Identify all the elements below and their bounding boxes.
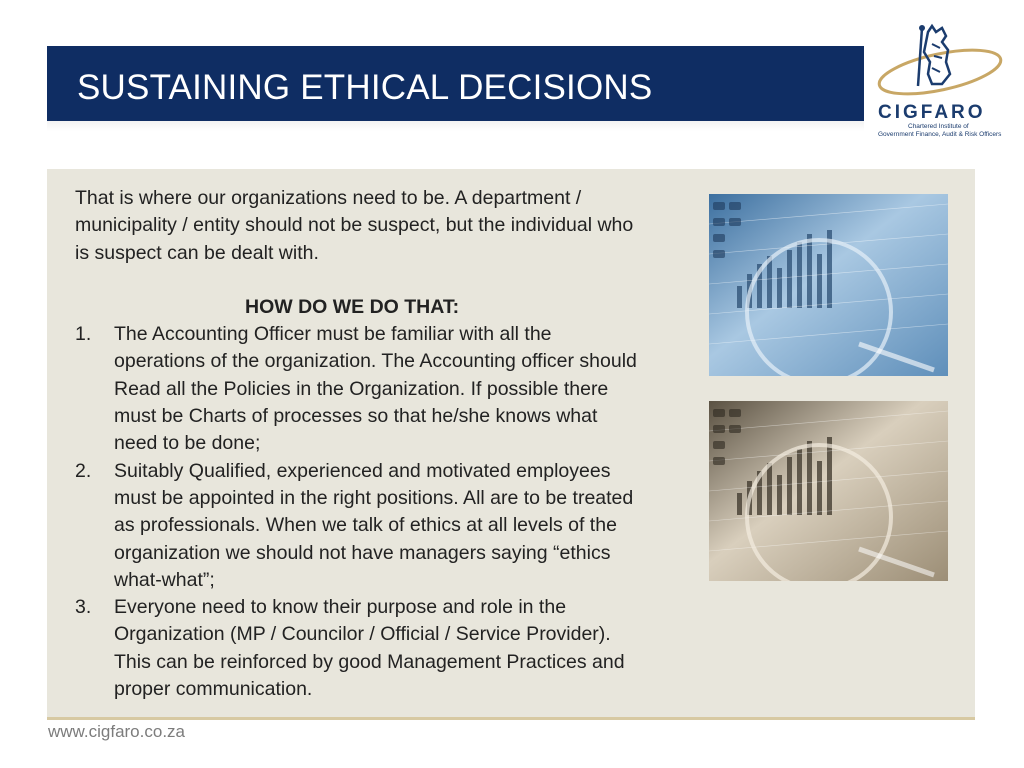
finance-photo-blue: [709, 194, 948, 376]
cigfaro-logo: [870, 22, 1010, 142]
title-shadow: [47, 121, 864, 131]
title-bar: [47, 46, 864, 121]
body-text: [75, 185, 645, 703]
logo-subtitle-line1: Chartered Institute of: [908, 123, 969, 130]
list-item: [75, 458, 645, 594]
list-text: Everyone need to know their purpose and role in the Organization (MP / Councilor / Official / Service Provider). This can be reinforced by good Management Practices and proper communication.: [114, 596, 625, 701]
list-number: 2.: [75, 459, 92, 482]
intro-paragraph: That is where our organizations need to be. A department / municipality / entity should not be suspect, but the individual who is suspect can be dealt with.: [75, 187, 634, 264]
footer-rule: [47, 717, 975, 720]
slide-title: SUSTAINING ETHICAL DECISIONS: [77, 68, 653, 107]
steps-list: [75, 321, 645, 703]
finance-photo-sepia: [709, 401, 948, 581]
list-item: [75, 321, 645, 457]
list-item: [75, 594, 645, 703]
footer-url: www.cigfaro.co.za: [48, 722, 185, 741]
lion-emblem-icon: [870, 22, 1010, 106]
list-text: The Accounting Officer must be familiar with all the operations of the organization. The Accounting officer should Read all the Policies in the Organization. If possible there must be Charts of processes so that he/she knows what need to be done;: [114, 323, 637, 455]
logo-wordmark: CIGFARO: [878, 102, 986, 123]
list-text: Suitably Qualified, experienced and motivated employees must be appointed in the right positions. All are to be treated as professionals. When we talk of ethics at all levels of the organization we should not have managers saying “ethics what-what”;: [114, 459, 634, 591]
section-heading: HOW DO WE DO THAT:: [245, 295, 460, 318]
list-number: 3.: [75, 596, 92, 619]
list-number: 1.: [75, 323, 92, 346]
logo-subtitle: [878, 123, 1008, 139]
logo-subtitle-line2: Government Finance, Audit & Risk Officers: [878, 131, 1002, 138]
